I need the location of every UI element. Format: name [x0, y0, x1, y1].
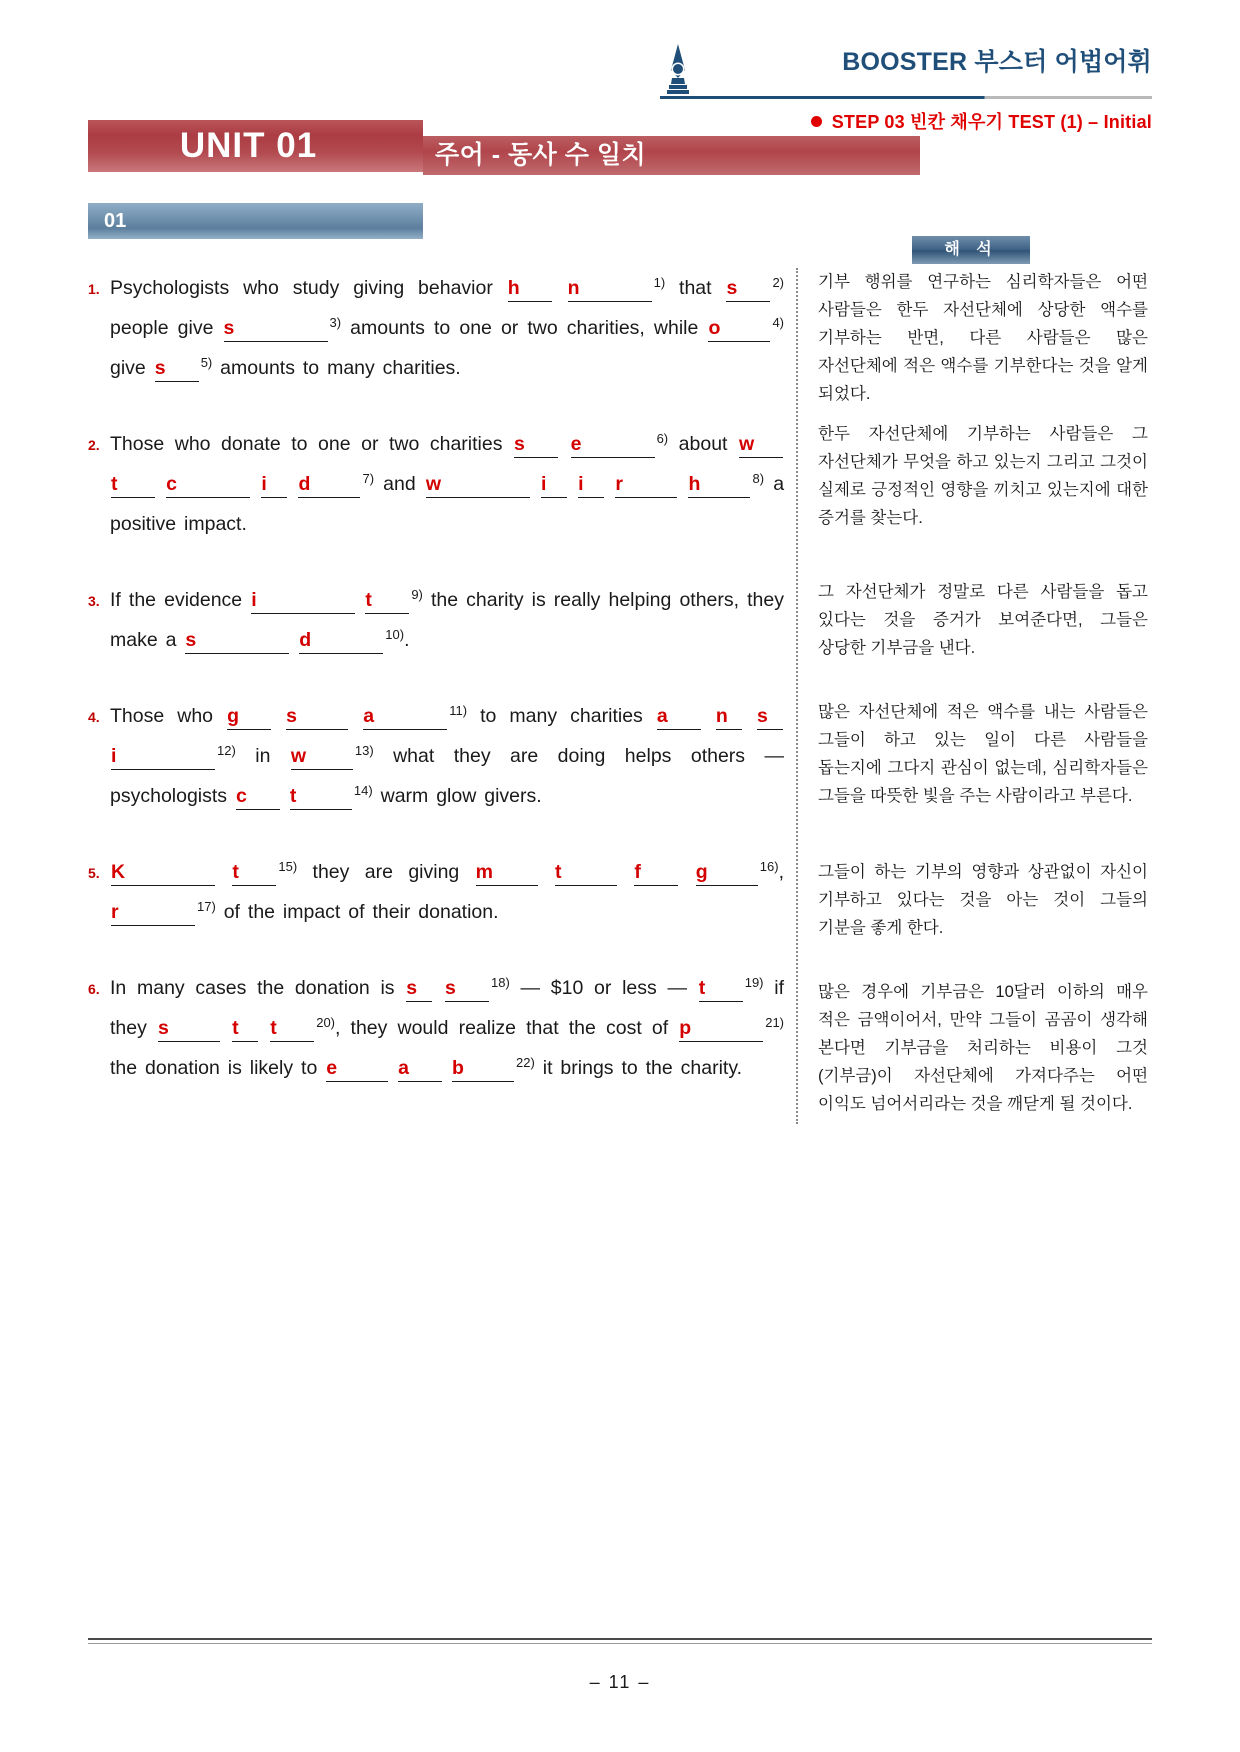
answer-blank[interactable]: t — [699, 976, 743, 1002]
translation-item: 한두 자선단체에 기부하는 사람들은 그 자선단체가 무엇을 하고 있는지 그리고 그것이 실제로 긍정적인 영향을 끼치고 있는지에 대한 증거를 찾는다. — [818, 425, 1148, 527]
blank-index-marker: 3) — [329, 314, 342, 330]
questions-column — [88, 268, 794, 1124]
translations-column — [800, 268, 1150, 1124]
answer-blank[interactable]: t — [290, 784, 352, 810]
question-text: In many cases the donation is s s $^{18)}$ — $10 or less — t $^{19)}$ if they s t t $^{20)}$, they would realize that the cost of p $^{21)}$ the donation is likely to e a b $^{22)}$ it brings to the charity. — [110, 968, 784, 1088]
blank-index-marker: 6) — [656, 430, 669, 446]
answer-blank[interactable]: t — [365, 588, 409, 614]
blank-index-marker: 13) — [354, 742, 374, 758]
blank-index-marker: 12) — [217, 742, 236, 758]
answer-blank[interactable]: i — [578, 472, 604, 498]
translation-item: 그들이 하는 기부의 영향과 상관없이 자신이 기부하고 있다는 것을 아는 것이 그들의 기분을 좋게 한다. — [818, 863, 1148, 937]
question-number: 4. — [88, 709, 100, 725]
unit-title-bar — [88, 120, 423, 172]
blank-index-marker: 14) — [353, 782, 373, 798]
answer-blank[interactable]: s — [514, 432, 558, 458]
answer-blank[interactable]: n — [568, 276, 652, 302]
answer-blank[interactable]: s — [757, 704, 783, 730]
translation-item: 기부 행위를 연구하는 심리학자들은 어떤 사람들은 한두 자선단체에 상당한 액수를 기부하는 반면, 다른 사람들은 많은 자선단체에 적은 액수를 기부한다는 것을 알게 되었다. — [818, 273, 1148, 403]
answer-blank[interactable]: i — [541, 472, 567, 498]
question-item — [88, 424, 784, 544]
unit-subtitle: 주어 - 동사 수 일치 — [435, 141, 647, 169]
answer-blank[interactable]: n — [716, 704, 742, 730]
answer-blank[interactable]: e — [571, 432, 655, 458]
answer-blank[interactable]: t — [232, 1016, 258, 1042]
answer-blank[interactable]: d — [299, 628, 383, 654]
blank-index-marker: 2) — [772, 274, 784, 290]
answer-blank[interactable]: i — [261, 472, 287, 498]
question-number: 2. — [88, 437, 100, 453]
translation-item: 많은 자선단체에 적은 액수를 내는 사람들은 그들이 하고 있는 일이 다른 사람들을 돕는지에 그다지 관심이 없는데, 심리학자들은 그들을 따뜻한 빛을 주는 사람이라고 부른다. — [818, 703, 1148, 805]
answer-blank[interactable]: i — [111, 744, 215, 770]
question-text: K t $^{15)}$ they are giving m t f g $^{16)}$, r $^{17)}$ of the impact of their donation. — [110, 852, 784, 932]
answer-blank[interactable]: r — [615, 472, 677, 498]
answer-blank[interactable]: s — [155, 356, 199, 382]
fountain-pen-nib-icon — [660, 44, 696, 96]
question-item — [88, 696, 784, 816]
answer-blank[interactable]: p — [679, 1016, 763, 1042]
answer-blank[interactable]: t — [555, 860, 617, 886]
answer-blank[interactable]: w — [291, 744, 353, 770]
blank-index-marker: 18) — [491, 974, 510, 990]
blank-index-marker: 7) — [362, 470, 375, 486]
answer-blank[interactable]: a — [398, 1056, 442, 1082]
answer-blank[interactable]: c — [166, 472, 250, 498]
blank-index-marker: 4) — [772, 314, 784, 330]
question-text: Those who g s a $^{11)}$ to many charities a n s i $^{12)}$ in w $^{13)}$ what they are doing helps others — psychologists c t $^{14)}$ warm glow givers. — [110, 696, 784, 816]
blank-index-marker: 17) — [197, 898, 216, 914]
brand-underline-rule — [660, 96, 1152, 99]
answer-blank[interactable]: a — [363, 704, 447, 730]
page-header — [0, 0, 1240, 108]
brand-row — [842, 50, 1152, 75]
blank-index-marker: 22) — [516, 1054, 535, 1070]
answer-blank[interactable]: w — [739, 432, 783, 458]
blank-index-marker: 9) — [411, 586, 423, 602]
question-item — [88, 268, 784, 388]
page-number: – 11 – — [589, 1672, 651, 1692]
answer-blank[interactable]: r — [111, 900, 195, 926]
blank-index-marker: 19) — [744, 974, 764, 990]
answer-blank[interactable]: s — [445, 976, 489, 1002]
answer-blank[interactable]: e — [326, 1056, 388, 1082]
answer-blank[interactable]: c — [236, 784, 280, 810]
blank-index-marker: 10) — [385, 626, 405, 642]
question-number: 1. — [88, 281, 100, 297]
question-text: Those who donate to one or two charities s e $^{6)}$ about w t c i d $^{7)}$ and w i i r h $^{8)}$ a positive impact. — [110, 430, 785, 535]
question-item — [88, 580, 784, 660]
answer-blank[interactable]: m — [476, 860, 538, 886]
question-number: 5. — [88, 865, 100, 881]
footer-rule — [88, 1638, 1152, 1640]
answer-blank[interactable]: h — [508, 276, 552, 302]
answer-blank[interactable]: t — [111, 472, 155, 498]
section-number-label: 01 — [104, 210, 127, 232]
blank-index-marker: 5) — [200, 354, 213, 370]
bullet-dot-icon — [811, 116, 822, 127]
answer-blank[interactable]: t — [270, 1016, 314, 1042]
answer-blank[interactable]: g — [696, 860, 758, 886]
footer-rule-secondary — [88, 1643, 1152, 1644]
blank-index-marker: 15) — [278, 858, 298, 874]
answer-blank[interactable]: s — [406, 976, 432, 1002]
blank-index-marker: 16) — [759, 858, 779, 874]
question-text: If the evidence i t $^{9)}$ the charity is really helping others, they make a s d $^{10)}$. — [110, 580, 784, 660]
answer-blank[interactable]: s — [726, 276, 770, 302]
answer-blank[interactable]: s — [185, 628, 289, 654]
answer-blank[interactable]: b — [452, 1056, 514, 1082]
answer-blank[interactable]: h — [688, 472, 750, 498]
answer-blank[interactable]: K — [111, 860, 215, 886]
answer-blank[interactable]: o — [708, 316, 770, 342]
answer-blank[interactable]: g — [227, 704, 271, 730]
answer-blank[interactable]: t — [232, 860, 276, 886]
blank-index-marker: 8) — [752, 470, 765, 486]
column-divider — [796, 268, 798, 1124]
blank-index-marker: 11) — [449, 702, 468, 718]
answer-blank[interactable]: s — [158, 1016, 220, 1042]
answer-blank[interactable]: a — [657, 704, 701, 730]
blank-index-marker: 1) — [653, 274, 666, 290]
translation-item: 많은 경우에 기부금은 10달러 이하의 매우 적은 금액이어서, 만약 그들이 곰곰이 생각해 본다면 기부금을 처리하는 비용이 그것(기부금)이 자선단체에 가져다주는 어떤 이익도 넘어서리라는 것을 깨닫게 될 것이다. — [818, 983, 1148, 1113]
answer-blank[interactable]: w — [426, 472, 530, 498]
content-area — [88, 268, 1152, 1124]
question-item — [88, 852, 784, 932]
answer-blank[interactable]: f — [634, 860, 678, 886]
answer-blank[interactable]: d — [298, 472, 360, 498]
blank-index-marker: 21) — [765, 1014, 785, 1030]
section-number-badge — [88, 203, 423, 239]
answer-blank[interactable]: s — [224, 316, 328, 342]
brand-title: BOOSTER 부스터 어법어휘 — [842, 48, 1152, 76]
question-text: Psychologists who study giving behavior h n $^{1)}$ that s $^{2)}$ people give s $^{3)}$ amounts to one or two charities, while o $^{4)}$ give s $^{5)}$ amounts to many charities. — [110, 268, 784, 388]
question-item — [88, 968, 784, 1088]
translation-badge-label: 해 석 — [944, 241, 998, 258]
unit-title: UNIT 01 — [179, 125, 318, 165]
question-number: 6. — [88, 981, 100, 997]
step-label-row — [811, 108, 1152, 134]
step-label: STEP 03 빈칸 채우기 TEST (1) – Initial — [831, 112, 1152, 132]
translation-item: 그 자선단체가 정말로 다른 사람들을 돕고 있다는 것을 증거가 보여준다면, 그들은 상당한 기부금을 낸다. — [818, 583, 1148, 657]
answer-blank[interactable]: i — [251, 588, 355, 614]
question-number: 3. — [88, 593, 100, 609]
blank-index-marker: 20) — [316, 1014, 336, 1030]
answer-blank[interactable]: s — [286, 704, 348, 730]
